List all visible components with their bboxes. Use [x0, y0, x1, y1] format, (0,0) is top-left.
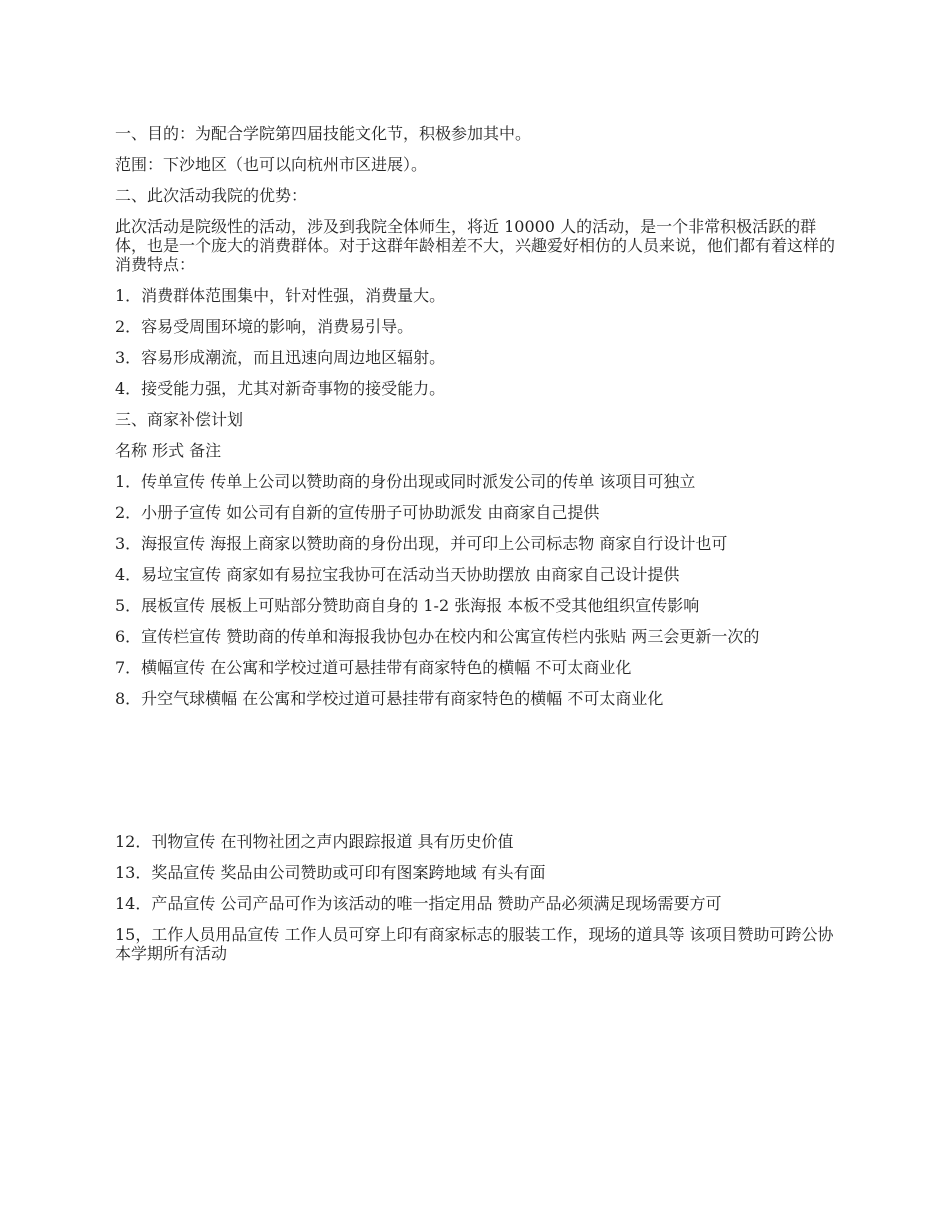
plan-item-13: 13．奖品宣传 奖品由公司赞助或可印有图案跨地域 有头有面 [115, 863, 546, 882]
plan-item-5: 5．展板宣传 展板上可贴部分赞助商自身的 1-2 张海报 本板不受其他组织宣传影响 [115, 596, 700, 615]
advantage-paragraph: 此次活动是院级性的活动，涉及到我院全体师生，将近 10000 人的活动，是一个非常积极活跃的群体，也是一个庞大的消费群体。对于这群年龄相差不大，兴趣爱好相仿的人员来说，他们都有着这样的消费特点： [115, 217, 836, 274]
plan-item-12: 12．刊物宣传 在刊物社团之声内跟踪报道 具有历史价值 [115, 832, 514, 851]
plan-item-1: 1．传单宣传 传单上公司以赞助商的身份出现或同时派发公司的传单 该项目可独立 [115, 472, 696, 491]
plan-item-6: 6．宣传栏宣传 赞助商的传单和海报我协包办在校内和公寓宣传栏内张贴 两三会更新一次的 [115, 627, 760, 646]
compensation-heading: 三、商家补偿计划 [115, 410, 244, 429]
feature-item-4: 4．接受能力强，尤其对新奇事物的接受能力。 [115, 379, 446, 398]
feature-item-1: 1．消费群体范围集中，针对性强，消费量大。 [115, 286, 446, 305]
plan-item-14: 14．产品宣传 公司产品可作为该活动的唯一指定用品 赞助产品必须满足现场需要方可 [115, 894, 722, 913]
plan-item-4: 4．易垃宝宣传 商家如有易拉宝我协可在活动当天协助摆放 由商家自己设计提供 [115, 565, 680, 584]
blank-gap [115, 720, 845, 832]
document-body [115, 124, 845, 975]
purpose-heading: 一、目的：为配合学院第四届技能文化节，积极参加其中。 [115, 124, 532, 143]
plan-column-headers: 名称 形式 备注 [115, 441, 222, 460]
plan-item-2: 2．小册子宣传 如公司有自新的宣传册子可协助派发 由商家自己提供 [115, 503, 600, 522]
plan-item-7: 7．横幅宣传 在公寓和学校过道可悬挂带有商家特色的横幅 不可太商业化 [115, 658, 632, 677]
advantage-heading: 二、此次活动我院的优势： [115, 186, 308, 205]
feature-item-2: 2．容易受周围环境的影响，消费易引导。 [115, 317, 414, 336]
plan-item-3: 3．海报宣传 海报上商家以赞助商的身份出现，并可印上公司标志物 商家自行设计也可 [115, 534, 728, 553]
plan-item-8: 8．升空气球横幅 在公寓和学校过道可悬挂带有商家特色的横幅 不可太商业化 [115, 689, 664, 708]
scope-line: 范围：下沙地区（也可以向杭州市区进展）。 [115, 155, 428, 174]
feature-item-3: 3．容易形成潮流，而且迅速向周边地区辐射。 [115, 348, 446, 367]
plan-item-15: 15，工作人员用品宣传 工作人员可穿上印有商家标志的服装工作，现场的道具等 该项目赞助可跨公协本学期所有活动 [115, 925, 834, 963]
